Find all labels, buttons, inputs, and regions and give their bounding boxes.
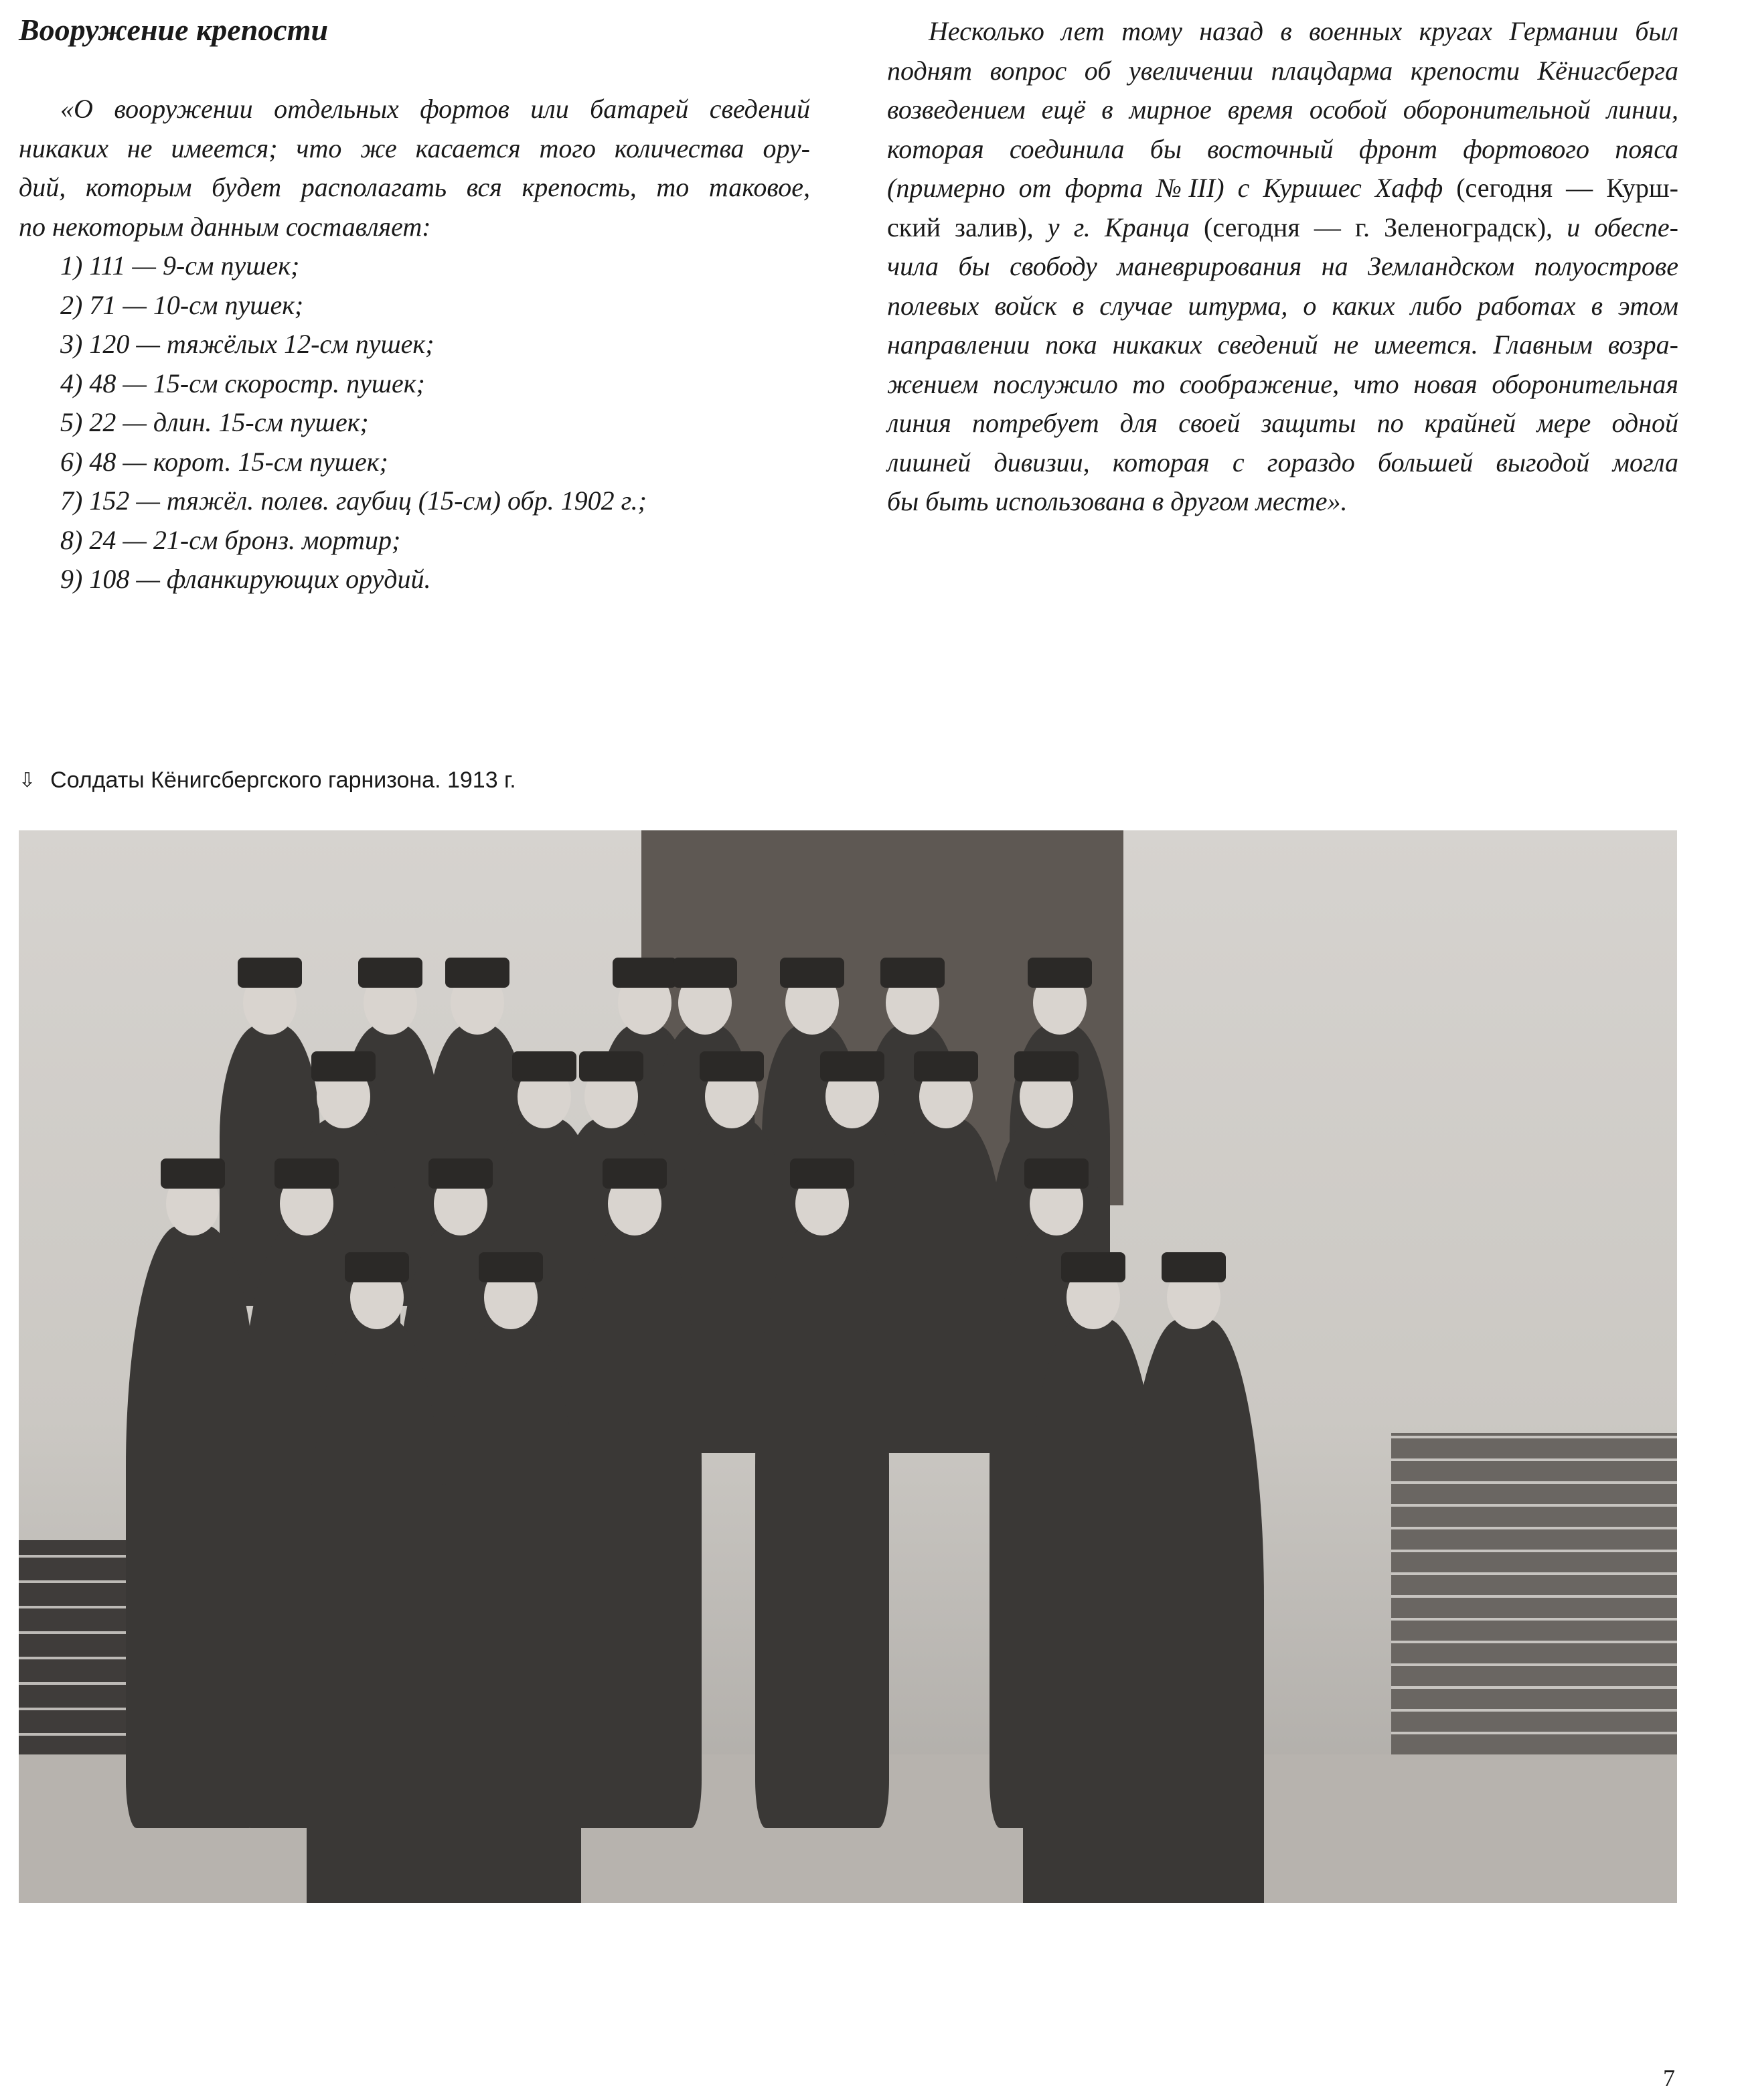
photo-soldier-cap bbox=[1024, 1158, 1089, 1189]
photo-soldier-cap bbox=[1014, 1051, 1079, 1081]
right-column bbox=[887, 12, 1678, 522]
paragraph-line: жением послужило то соображение, что новая оборонительная bbox=[887, 368, 1678, 399]
photo-soldier-cap bbox=[512, 1051, 576, 1081]
photo-soldier-cap bbox=[1162, 1252, 1226, 1282]
paragraph-line: возведением ещё в мирное время особой оборонительной линии, bbox=[887, 94, 1678, 125]
photo-soldiers bbox=[19, 830, 1677, 1903]
paragraph-line bbox=[887, 169, 1678, 208]
paragraph-line: дий, которым будет располагать вся крепость, то таковое, bbox=[19, 172, 810, 202]
paragraph-line bbox=[887, 208, 1678, 248]
list-item: 6) 48 — корот. 15-см пушек; bbox=[60, 446, 388, 477]
text-span: (сегодня — г. Зеленоградск) bbox=[1204, 212, 1547, 242]
photo-soldier-group bbox=[220, 884, 1391, 1888]
left-column bbox=[19, 90, 810, 599]
list-item: 5) 22 — длин. 15-см пушек; bbox=[60, 407, 369, 437]
arrow-down-icon: ⇩ bbox=[19, 769, 36, 792]
photo-soldier-cap bbox=[445, 958, 509, 988]
photo-caption bbox=[19, 767, 516, 794]
paragraph-line: чила бы свободу маневрирования на Земландском полуострове bbox=[887, 251, 1678, 281]
photo-soldier-cap bbox=[673, 958, 737, 988]
list-item: 2) 71 — 10-см пушек; bbox=[60, 289, 304, 320]
photo-soldier-figure bbox=[568, 1225, 702, 1828]
page-number: 7 bbox=[1663, 2065, 1675, 2091]
photo-soldier-cap bbox=[700, 1051, 764, 1081]
paragraph-line: которая соединила бы восточный фронт фортового пояса bbox=[887, 133, 1678, 164]
caption-text: Солдаты Кёнигсбергского гарнизона. 1913 г. bbox=[50, 767, 516, 793]
photo-soldier-cap bbox=[603, 1158, 667, 1189]
photo-soldier-cap bbox=[161, 1158, 225, 1189]
list-item: 1) 111 — 9-см пушек; bbox=[60, 250, 300, 281]
paragraph-line: полевых войск в случае штурма, о каких либо работах в этом bbox=[887, 290, 1678, 321]
photo-soldier-figure bbox=[1123, 1319, 1264, 1903]
photo-soldier-cap bbox=[1028, 958, 1092, 988]
photo-soldier-figure bbox=[441, 1319, 581, 1903]
list-item: 4) 48 — 15-см скоростр. пушек; bbox=[60, 368, 425, 398]
paragraph-line: линия потребует для своей защиты по крайней мере одной bbox=[887, 408, 1678, 438]
photo-soldier-cap bbox=[914, 1051, 978, 1081]
photo-soldier-cap bbox=[238, 958, 302, 988]
photo-soldier-cap bbox=[579, 1051, 643, 1081]
photo-soldier-cap bbox=[274, 1158, 339, 1189]
paragraph-line: лишней дивизии, которая с гораздо большей выгодой могла bbox=[887, 447, 1678, 477]
paragraph-line: бы быть использована в другом месте». bbox=[887, 486, 1348, 516]
photo-soldier-cap bbox=[613, 958, 677, 988]
photo-soldier-cap bbox=[479, 1252, 543, 1282]
photo-soldier-cap bbox=[820, 1051, 884, 1081]
photo-soldier-cap bbox=[1061, 1252, 1125, 1282]
photo-soldier-cap bbox=[428, 1158, 493, 1189]
photo-soldier-cap bbox=[358, 958, 422, 988]
section-heading: Вооружение крепости bbox=[19, 13, 329, 47]
photo-soldier-figure bbox=[889, 1118, 1003, 1453]
paragraph-line: направлении пока никаких сведений не имеется. Главным возра- bbox=[887, 329, 1678, 360]
photo-soldier-cap bbox=[790, 1158, 854, 1189]
paragraph-line: по некоторым данным составляет: bbox=[19, 211, 431, 242]
paragraph-line: никаких не имеется; что же касается того количества ору- bbox=[19, 133, 810, 163]
photo-soldier-cap bbox=[880, 958, 945, 988]
photo-soldier-cap bbox=[311, 1051, 376, 1081]
text-span: (сегодня — Курш- bbox=[1456, 173, 1678, 203]
text-span: (примерно от форта №III) с Куришес Хафф bbox=[887, 173, 1457, 203]
text-span: ский залив) bbox=[887, 212, 1027, 242]
paragraph-line: «О вооружении отдельных фортов или батарей сведений bbox=[60, 94, 810, 124]
paragraph-line: Несколько лет тому назад в военных кругах Германии был bbox=[929, 16, 1678, 46]
text-span: , у г. Кранца bbox=[1026, 212, 1204, 242]
list-item: 3) 120 — тяжёлых 12-см пушек; bbox=[60, 329, 434, 359]
list-item: 8) 24 — 21-см бронз. мортир; bbox=[60, 524, 401, 555]
list-item: 9) 108 — фланкирующих орудий. bbox=[60, 564, 431, 594]
photo-soldier-figure bbox=[755, 1225, 889, 1828]
list-item: 7) 152 — тяжёл. полев. гаубиц (15-см) обр. 1902 г.; bbox=[60, 485, 647, 516]
photo-soldier-cap bbox=[345, 1252, 409, 1282]
paragraph-line: поднят вопрос об увеличении плацдарма крепости Кёнигсберга bbox=[887, 55, 1678, 86]
photo-soldier-cap bbox=[780, 958, 844, 988]
text-span: , и обеспе- bbox=[1546, 212, 1678, 242]
photo-soldier-figure bbox=[307, 1319, 447, 1903]
